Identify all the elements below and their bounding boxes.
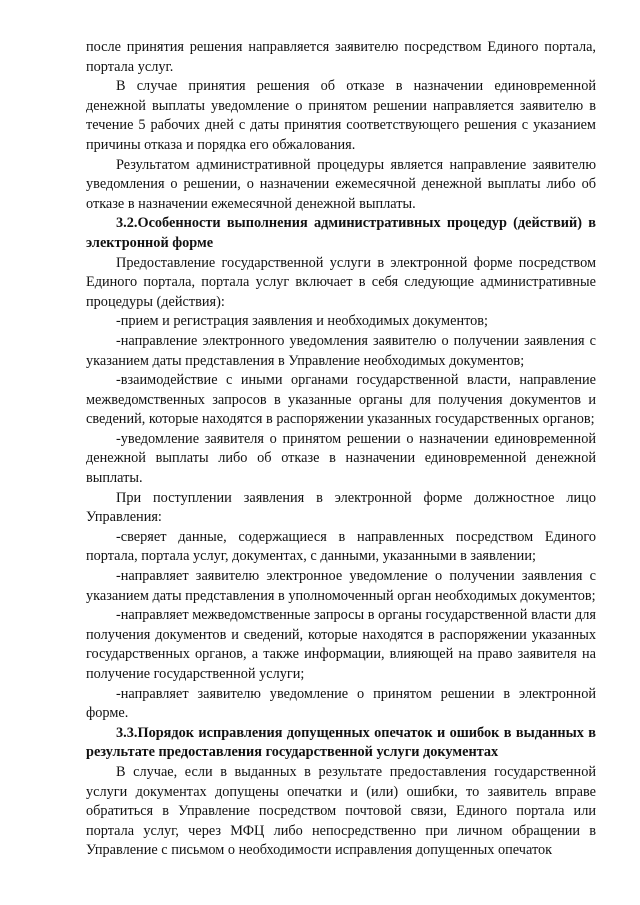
list-item-send-requests: -направляет межведомственные запросы в органы государственной власти для получения документов и сведений, которые находятся в распоряжении указанных государственных органов, а также информации, влияющей на право заявителя на получение государственной услуги; (86, 607, 596, 682)
section-heading-3-3: 3.3.Порядок исправления допущенных опечаток и ошибок в выданных в результате предоставления государственной услуги документах (86, 724, 596, 761)
paragraph-corrections: В случае, если в выданных в результате предоставления государственной услуги документах допущены опечатки и (или) ошибки, то заявитель вправе обратиться в Управление посредством почтовой связи, Единого портала или портала услуг, через МФЦ либо непосредственно при личном обращении в Управление с письмом о необходимости исправления допущенных опечаток (86, 763, 596, 859)
list-item-electronic-notice: -направление электронного уведомления заявителю о получении заявления с указанием даты представления в Управление необходимых документов; (86, 332, 596, 369)
list-item-interaction: -взаимодействие с иными органами государственной власти, направление межведомственных запросов в указанные органы для получения документов и сведений, которые находятся в распоряжении указанных государственных органов; (86, 372, 596, 428)
list-item-reception: -прием и регистрация заявления и необходимых документов; (116, 313, 489, 330)
paragraph-refusal-notice: В случае принятия решения об отказе в назначении единовременной денежной выплаты уведомление о принятом решении направляется заявителю в течение 5 рабочих дней с даты принятия соответствующего решения с указанием причины отказа и порядка его обжалования. (86, 78, 596, 153)
paragraph-official-actions: При поступлении заявления в электронной форме должностное лицо Управления: (86, 489, 596, 526)
document-page (86, 38, 596, 861)
paragraph-continuation: после принятия решения направляется заявителю посредством Единого портала, портала услуг. (86, 39, 596, 75)
list-item-decision-notice: -уведомление заявителя о принятом решении о назначении единовременной денежной выплаты либо об отказе в назначении единовременной денежной выплаты. (86, 430, 596, 487)
section-heading-3-2: 3.2.Особенности выполнения административных процедур (действий) в электронной форме (86, 215, 596, 251)
list-item-send-decision: -направляет заявителю уведомление о принятом решении в электронной форме. (86, 685, 596, 722)
list-item-verify-data: -сверяет данные, содержащиеся в направленных посредством Единого портала, портала услуг, документах, с данными, указанными в заявлении; (86, 528, 596, 565)
paragraph-procedure-result: Результатом административной процедуры является направление заявителю уведомления о решении, о назначении ежемесячной денежной выплаты либо об отказе в назначении ежемесячной денежной выплаты. (86, 156, 596, 212)
paragraph-electronic-service: Предоставление государственной услуги в электронной форме посредством Единого портала, портала услуг включает в себя следующие административные процедуры (действия): (86, 254, 596, 310)
list-item-send-receipt: -направляет заявителю электронное уведомление о получении заявления с указанием даты представления в уполномоченный орган необходимых документов; (86, 568, 596, 604)
